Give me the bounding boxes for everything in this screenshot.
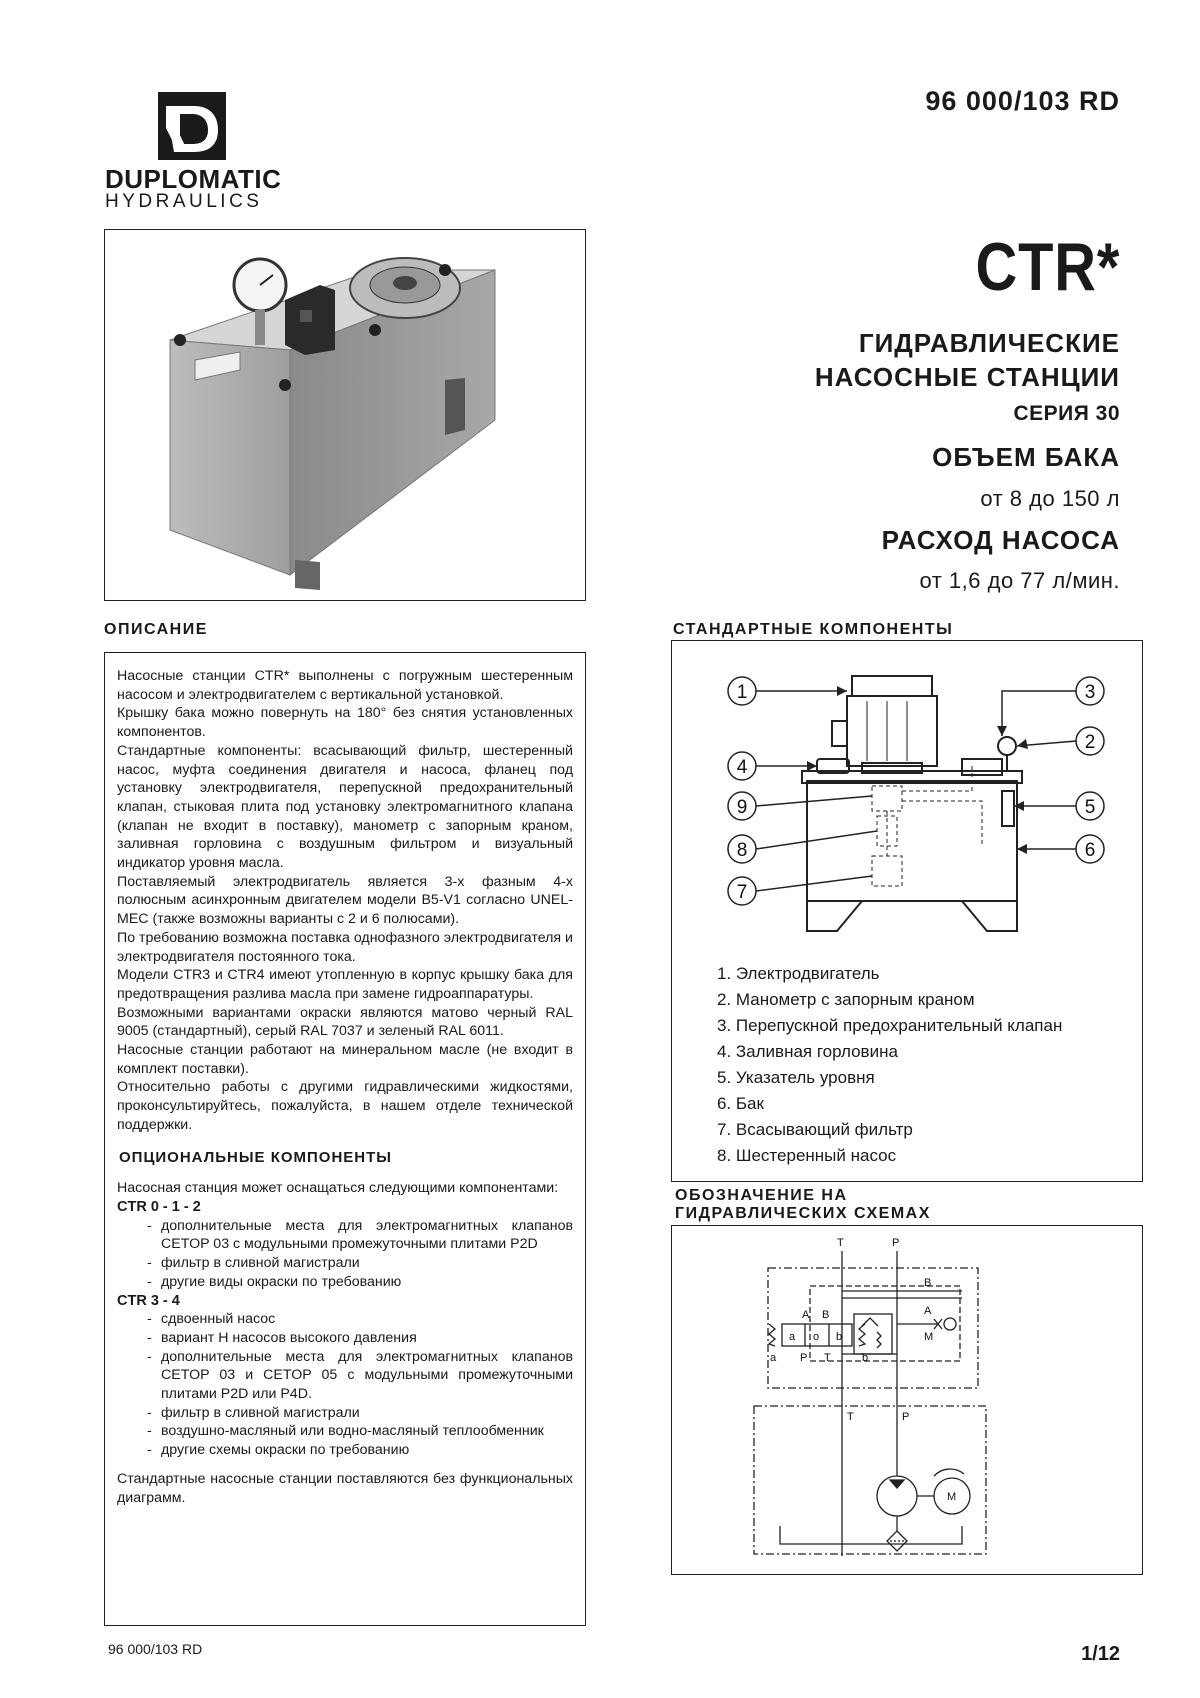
list-item: 5. Указатель уровня — [717, 1068, 875, 1087]
description-paragraph: Насосные станции CTR* выполнены с погружным шестеренным насосом и электродвигателем с вертикальной установкой. — [117, 668, 573, 703]
description-text — [117, 667, 573, 1507]
product-photo — [104, 229, 586, 601]
list-item: 6. Бак — [717, 1094, 764, 1113]
label-p-mid: P — [902, 1411, 910, 1423]
model-title: CTR* — [975, 229, 1120, 305]
optional-group-1-list — [117, 1217, 573, 1292]
hydraulic-symbol-box — [671, 1225, 1143, 1575]
callout-9: 9 — [736, 797, 748, 818]
label-port-p: P — [800, 1352, 808, 1364]
description-paragraph: Относительно работы с другими гидравлическими жидкостями, проконсультируйтесь, пожалуйста, в нашем отделе технической поддержки. — [117, 1079, 573, 1133]
list-item: - другие виды окраски по требованию — [147, 1273, 573, 1292]
label-motor: M — [947, 1491, 957, 1503]
page-number: 1/12 — [1081, 1643, 1120, 1665]
description-paragraph: Крышку бака можно повернуть на 180° без снятия установленных компонентов. — [117, 705, 573, 741]
callout-2: 2 — [1084, 732, 1096, 753]
title-line-2: НАСОСНЫЕ СТАНЦИИ — [814, 362, 1120, 392]
list-item: - вариант H насосов высокого давления — [147, 1329, 573, 1348]
description-paragraph: Насосные станции работают на минеральном масле (не входит в комплект поставки). — [117, 1042, 573, 1077]
list-item: - воздушно-масляный или водно-масляный теплообменник — [147, 1422, 573, 1441]
optional-group-1-title: CTR 0 - 1 - 2 — [117, 1198, 201, 1215]
description-paragraph: Возможными вариантами окраски являются матово черный RAL 9005 (стандартный), серый RAL 7037 и зеленый RAL 6011. — [117, 1004, 573, 1040]
label-valve-b: B — [822, 1309, 830, 1321]
optional-heading: ОПЦИОНАЛЬНЫЕ КОМПОНЕНТЫ — [119, 1148, 392, 1166]
description-paragraph: По требованию возможна поставка однофазного электродвигателя и электродвигателя постоянного тока. — [117, 929, 573, 965]
pump-flow-value: от 1,6 до 77 л/мин. — [919, 568, 1120, 593]
hydraulic-schematic — [672, 1226, 1142, 1574]
label-p-top: P — [892, 1237, 900, 1249]
components-box — [671, 640, 1143, 1182]
callout-8: 8 — [736, 840, 748, 861]
logo-d-mark-icon — [158, 92, 226, 160]
label-t-mid: T — [847, 1411, 854, 1423]
list-item: - дополнительные места для электромагнитных клапанов CETOP 03 и CETOP 05 с модульными промежуточными плитами P2D или P4D. — [147, 1348, 573, 1404]
list-item: 4. Заливная горловина — [717, 1042, 898, 1061]
description-paragraph: Модели CTR3 и CTR4 имеют утопленную в корпус крышку бака для предотвращения разлива масла при замене гидроаппаратуры. — [117, 967, 573, 1002]
title-line-1: ГИДРАВЛИЧЕСКИЕ — [858, 328, 1120, 358]
symbols-heading-line-2: ГИДРАВЛИЧЕСКИХ СХЕМАХ — [675, 1205, 931, 1222]
brand-subtitle: HYDRAULICS — [105, 191, 263, 212]
document-code: 96 000/103 RD — [925, 86, 1120, 116]
label-port-t: T — [824, 1352, 831, 1364]
components-heading: СТАНДАРТНЫЕ КОМПОНЕНТЫ — [673, 621, 954, 638]
description-box — [104, 652, 586, 1626]
callout-5: 5 — [1084, 797, 1096, 818]
list-item: - фильтр в сливной магистрали — [147, 1404, 573, 1423]
pump-flow-label: РАСХОД НАСОСА — [881, 525, 1120, 555]
callout-7: 7 — [736, 882, 748, 903]
label-valve-a: A — [802, 1309, 810, 1321]
label-spool-a: a — [789, 1331, 796, 1343]
symbols-heading-line-1: ОБОЗНАЧЕНИЕ НА — [675, 1187, 848, 1204]
label-a: A — [924, 1305, 932, 1317]
tank-volume-value: от 8 до 150 л — [980, 486, 1120, 511]
list-item: 1. Электродвигатель — [717, 964, 880, 983]
brand-name: DUPLOMATIC — [105, 164, 282, 194]
callout-1: 1 — [736, 682, 748, 703]
list-item: - фильтр в сливной магистрали — [147, 1254, 573, 1273]
description-heading: ОПИСАНИЕ — [104, 621, 208, 638]
callout-3: 3 — [1084, 682, 1096, 703]
list-item: 3. Перепускной предохранительный клапан — [717, 1016, 1063, 1035]
list-item: 8. Шестеренный насос — [717, 1146, 897, 1165]
label-b: B — [924, 1277, 932, 1289]
list-item: 2. Манометр с запорным краном — [717, 990, 975, 1009]
callout-4: 4 — [736, 757, 748, 778]
description-paragraph: Поставляемый электродвигатель является 3-х фазным 4-х полюсным асинхронным двигателем модели B5-V1 согласно UNEL-MEC (также возможны варианты с 2 и 6 полюсами). — [117, 873, 573, 928]
optional-group-2-list — [117, 1310, 573, 1460]
label-port-a: a — [770, 1352, 777, 1364]
label-spool-b: b — [836, 1331, 843, 1343]
label-m: M — [924, 1331, 934, 1343]
description-paragraph: Стандартные компоненты: всасывающий фильтр, шестеренный насос, муфта соединения двигателя и насоса, фланец под установку электродвигателя, перепускной предохранительный клапан, стыковая плита под установку электромагнитного клапана (клапан не входит в поставку), манометр с запорным краном, заливная горловина с воздушным фильтром и визуальный индикатор уровня масла. — [117, 742, 573, 872]
list-item: - другие схемы окраски по требованию — [147, 1441, 573, 1460]
label-port-b: b — [862, 1352, 869, 1364]
list-item: 7. Всасывающий фильтр — [717, 1120, 913, 1139]
optional-intro: Насосная станция может оснащаться следующими компонентами: — [117, 1180, 559, 1197]
callout-6: 6 — [1084, 840, 1096, 861]
duplomatic-logo — [105, 92, 295, 212]
list-item: - сдвоенный насос — [147, 1310, 573, 1329]
footer-doc-code: 96 000/103 RD — [108, 1641, 203, 1657]
tank-volume-label: ОБЪЕМ БАКА — [932, 442, 1120, 472]
optional-group-2-title: CTR 3 - 4 — [117, 1292, 180, 1309]
components-list — [717, 961, 1062, 1169]
pump-station-image — [105, 230, 585, 600]
series-label: СЕРИЯ 30 — [1013, 402, 1120, 425]
symbols-heading — [675, 1187, 931, 1223]
optional-footer-note: Стандартные насосные станции поставляются без функциональных диаграмм. — [117, 1470, 573, 1506]
label-t-top: T — [837, 1237, 844, 1249]
list-item: - дополнительные места для электромагнитных клапанов CETOP 03 с модульными промежуточными плитами P2D — [147, 1217, 573, 1254]
components-diagram — [672, 641, 1142, 961]
label-spool-o: o — [813, 1331, 820, 1343]
